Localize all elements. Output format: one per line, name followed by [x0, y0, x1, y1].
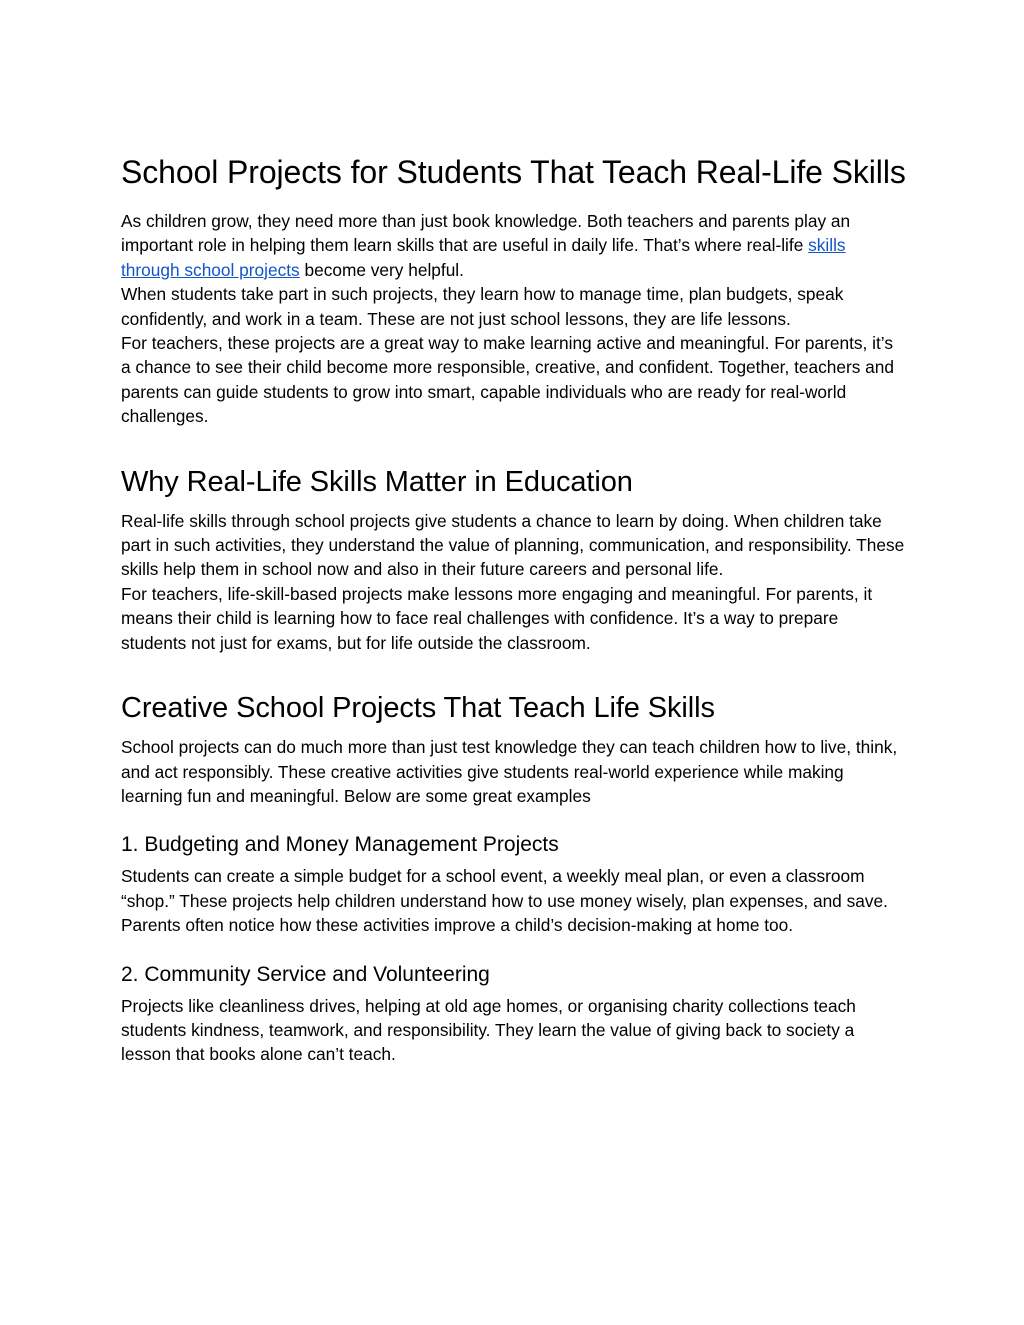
- why-paragraph-2: For teachers, life-skill-based projects make lessons more engaging and meaningful. For parents, it means their child is learning how to face real challenges with confidence. It’s a way to prepare students not just for exams, but for life outside the classroom.: [121, 583, 873, 653]
- intro-paragraph-2: When students take part in such projects, they learn how to manage time, plan budgets, speak confidently, and work in a team. These are not just school lessons, they are life lessons.: [121, 284, 844, 329]
- spacer: [121, 655, 906, 689]
- section-heading-creative: Creative School Projects That Teach Life Skills: [121, 692, 715, 725]
- document-body: [121, 150, 906, 1067]
- why-paragraph-1: Real-life skills through school projects give students a chance to learn by doing. When children take part in such activities, they understand the value of planning, communication, and responsibility. These skills help them in school now and also in their future careers and personal life.: [121, 510, 905, 580]
- subheading-community-service: 2. Community Service and Volunteering: [121, 962, 490, 986]
- spacer: [121, 808, 906, 830]
- intro-text-after-link: become very helpful.: [299, 259, 464, 280]
- intro-paragraph-1: [121, 209, 906, 282]
- spacer: [121, 429, 906, 463]
- intro-paragraph-3: For teachers, these projects are a great way to make learning active and meaningful. For parents, it’s a chance to see their child become more responsible, creative, and confident. Together, teachers and parents can guide students to grow into smart, capable individuals who are ready for real-world challenges.: [121, 333, 895, 427]
- budgeting-paragraph: Students can create a simple budget for a school event, a weekly meal plan, or even a classroom “shop.” These projects help children understand how to use money wisely, plan expenses, and save. Parents often notice how these activities improve a child’s decision-making at home too.: [121, 866, 888, 936]
- page-title: School Projects for Students That Teach Real-Life Skills: [121, 154, 906, 190]
- skills-through-school-projects-link[interactable]: skills through school projects: [121, 235, 846, 280]
- creative-paragraph-1: School projects can do much more than just test knowledge they can teach children how to live, think, and act responsibly. These creative activities give students real-world experience while making learning fun and meaningful. Below are some great examples: [121, 737, 898, 806]
- community-service-paragraph: Projects like cleanliness drives, helping at old age homes, or organising charity collections teach students kindness, teamwork, and responsibility. They learn the value of giving back to society a lesson that books alone can’t teach.: [121, 995, 856, 1065]
- spacer: [121, 938, 906, 960]
- section-heading-why: Why Real-Life Skills Matter in Education: [121, 465, 633, 498]
- intro-text-before-link: As children grow, they need more than just book knowledge. Both teachers and parents play an important role in helping them learn skills that are useful in daily life. That’s where real-life: [121, 211, 851, 256]
- subheading-budgeting: 1. Budgeting and Money Management Projects: [121, 833, 559, 857]
